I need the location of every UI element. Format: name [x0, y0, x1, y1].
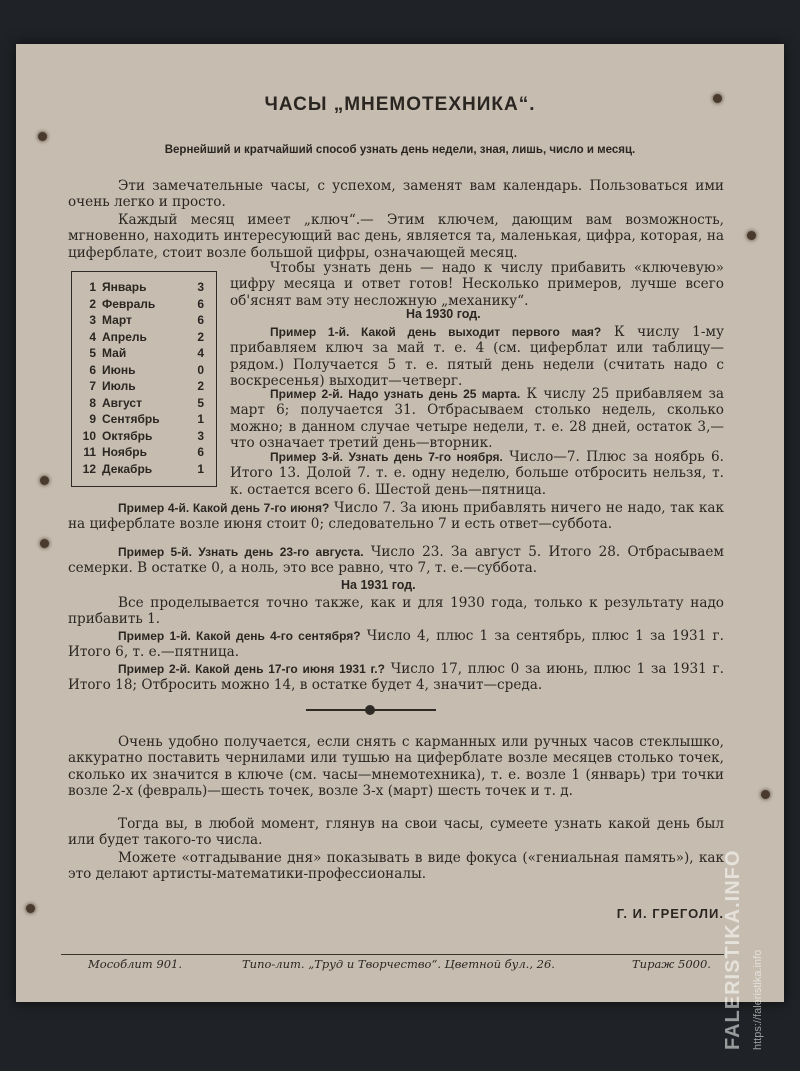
month-key-row: 5 Май 4 [89, 346, 204, 360]
year-heading-1930: На 1930 год. [406, 307, 481, 321]
month-key-row: 4 Апрель 2 [89, 329, 204, 344]
month-key-row: 2 Февраль 6 [89, 296, 204, 311]
pin-hole [40, 476, 49, 485]
month-key-row: 9 Сентябрь 1 [89, 412, 204, 426]
outro-paragraph: Очень удобно получается, если снять с карманных или ручных часов стеклышко, аккуратно поставить чернилами или тушью на циферблате возле месяцев столько точек, сколько их значится в ключе (см. часы—мнемотехника), т. е. возле 1 (январь) три точки возле 2-х (февраль)—шесть точек, возле 3-х (март) шесть точек и т. д. [68, 734, 724, 800]
month-key-row: 7 Июль 2 [89, 379, 204, 393]
footer-printer: Типо-лит. „Труд и Творчество“. Цветной бул., 26. [242, 957, 555, 971]
month-key-row: 10 Октябрь 3 [82, 428, 204, 443]
intro-paragraph: Каждый месяц имеет „ключ“.— Этим ключем, дающим вам возможность, мгновенно, находить интересующий вас день, является та, маленькая, цифра, которая, на циферблате, стоит возле большой цифры, означающей месяц. [68, 212, 724, 261]
pin-hole [747, 231, 756, 240]
intro-paragraph: Эти замечательные часы, с успехом, заменят вам календарь. Пользоваться ими очень легко и просто. [68, 178, 724, 211]
outro-paragraph: Тогда вы, в любой момент, глянув на свои часы, сумеете узнать какой день был или будет такого-то числа. [68, 816, 724, 849]
example-1931-2: Пример 2-й. Какой день 17-го июня 1931 г.? Число 17, плюс 0 за июнь, плюс 1 за 1931 г. Итого 18; Отбросить можно 14, в остатке будет 4, значит—среда. [68, 661, 725, 694]
document-page [16, 44, 784, 1002]
month-key-row: 3 Март 6 [89, 313, 204, 327]
example-1930-1: Пример 1-й. Какой день выходит первого мая? К числу 1-му прибавляем ключ за май т. е. 4 (см. циферблат или таблицу—рядом.) Получается 5 т. е. пятый день недели (считать надо с воскресенья) выходит—четверг. [230, 324, 724, 390]
example-1930-5: Пример 5-й. Узнать день 23-го августа. Число 23. За август 5. Итого 28. Отбрасываем семерки. В остатке 0, а ноль, это все равно, что 7, т. е.—суббота. [68, 544, 725, 577]
document-title: ЧАСЫ „МНЕМОТЕХНИКА“. [264, 94, 536, 115]
month-key-row: 6 Июнь 0 [89, 362, 204, 377]
footer-publisher: Мособлит 901. [88, 957, 182, 971]
outro-paragraph: Можете «отгадывание дня» показывать в виде фокуса («гениальная память»), как это делают артисты-математики-профессионалы. [68, 850, 724, 883]
example-1930-2: Пример 2-й. Надо узнать день 25 марта. К числу 25 прибавляем за март 6; получается 31. Отбрасываем столько недель, сколько можно; в данном случае четыре недели, т. е. 28 дней, остаток 3,—что означает третий день—вторник. [230, 386, 724, 452]
pin-hole [40, 539, 49, 548]
pin-hole [761, 790, 770, 799]
month-key-row: 12 Декабрь 1 [82, 461, 204, 476]
month-key-table [71, 271, 217, 487]
example-1930-4: Пример 4-й. Какой день 7-го июня? Число 7. За июнь прибавлять ничего не надо, так как на циферблате возле июня стоит 0; следовательно 7 и есть ответ—суббота. [68, 500, 724, 533]
watermark-text: FALERISTIKA.INFO [722, 849, 744, 1050]
footer-print-run: Тираж 5000. [632, 957, 711, 971]
pin-hole [38, 132, 47, 141]
month-key-row: 11 Ноябрь 6 [83, 445, 204, 459]
section-divider-dot [365, 705, 375, 715]
month-key-row: 8 Август 5 [89, 395, 204, 410]
intro-paragraph: Чтобы узнать день — надо к числу прибавить «ключевую» цифру месяца и ответ готов! Несколько примеров, лучше всего об'яснят вам эту несложную „механику“. [230, 260, 724, 309]
footer-divider [61, 954, 724, 955]
document-subtitle: Вернейший и кратчайший способ узнать день недели, зная, лишь, число и месяц. [164, 144, 636, 156]
pin-hole [26, 904, 35, 913]
month-key-row: 1 Январь 3 [89, 280, 204, 294]
example-1931-1: Пример 1-й. Какой день 4-го сентября? Число 4, плюс 1 за сентябрь, плюс 1 за 1931 г. Итого 6, т. е.—пятница. [68, 628, 724, 661]
author-signature: Г. И. ГРЕГОЛИ. [616, 906, 724, 921]
year-heading-1931: На 1931 год. [341, 578, 416, 592]
watermark-url: https://faleristika.info [752, 949, 764, 1050]
example-1930-3: Пример 3-й. Узнать день 7-го ноября. Число—7. Плюс за ноябрь 6. Итого 13. Долой 7. т. е. одну неделю, больше отбросить нельзя, т. к. остается всего 6. Шестой день—пятница. [230, 449, 724, 498]
intro-1931: Все проделывается точно также, как и для 1930 года, только к результату надо прибавить 1. [68, 595, 724, 628]
